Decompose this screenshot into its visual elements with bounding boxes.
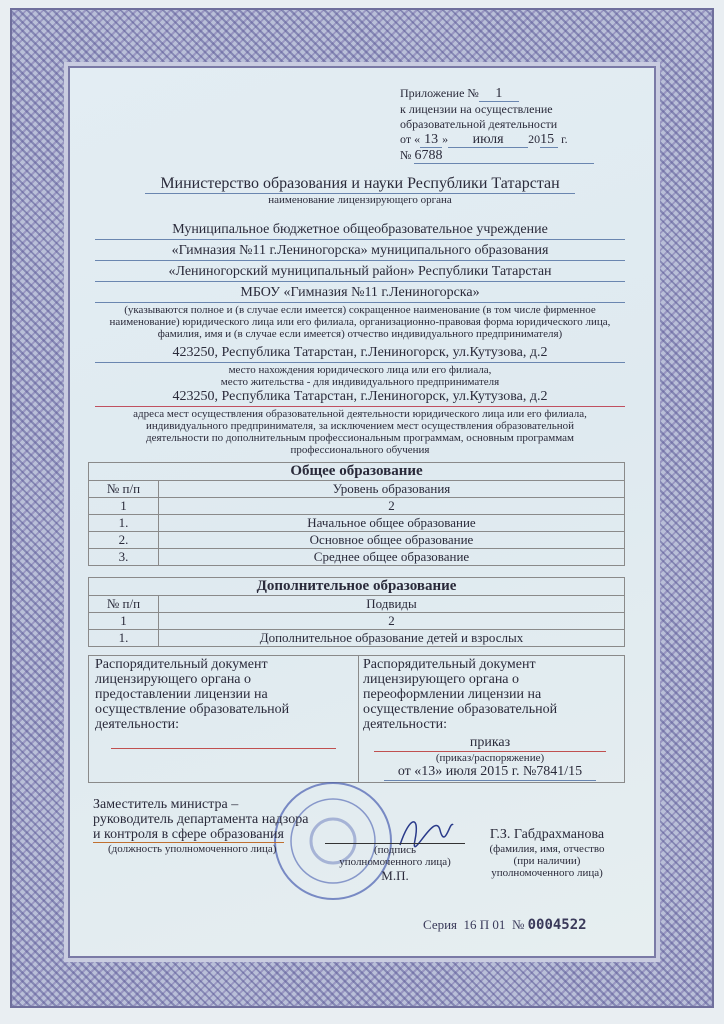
col-number: № п/п xyxy=(89,596,159,613)
row-number: 1. xyxy=(89,630,159,647)
org-line3: «Лениногорский муниципальный район» Республики Татарстан xyxy=(95,263,625,282)
general-education-table xyxy=(88,462,625,566)
series-label: Серия xyxy=(423,917,458,932)
additional-title: Дополнительное образование xyxy=(89,578,625,596)
date-close: » xyxy=(442,132,449,146)
col-subtypes: Подвиды xyxy=(159,596,625,613)
name-caption3: уполномоченного лица) xyxy=(491,867,603,879)
col-index: 2 xyxy=(159,498,625,515)
table-row xyxy=(89,515,625,532)
series-no-label: № xyxy=(511,917,525,932)
name-caption1: (фамилия, имя, отчество xyxy=(489,843,605,855)
row-number: 1. xyxy=(89,515,159,532)
position-caption: (должность уполномоченного лица) xyxy=(108,843,277,855)
row-value: Дополнительное образование детей и взрослых xyxy=(159,630,625,647)
col-level: Уровень образования xyxy=(159,481,625,498)
col-index: 1 xyxy=(89,498,159,515)
sign-caption1: (подпись xyxy=(373,844,416,856)
col-number: № п/п xyxy=(89,481,159,498)
license-number: 6788 xyxy=(414,148,594,164)
authority-name: Министерство образования и науки Республики Татарстан xyxy=(145,174,575,194)
col-index: 2 xyxy=(159,613,625,630)
appendix-month: июля xyxy=(448,132,528,148)
activity-address-value: 423250, Республика Татарстан, г.Лениногорск, ул.Кутузова, д.2 xyxy=(95,388,625,407)
date-prefix: от « xyxy=(400,132,421,146)
year-prefix: 20 xyxy=(528,132,541,146)
appendix-line1: к лицензии на осуществление xyxy=(400,102,553,116)
no-label: № xyxy=(400,148,412,162)
address-caption1: место нахождения юридического лица или его филиала, xyxy=(228,364,492,376)
series-block xyxy=(423,917,587,933)
name-caption2: (при наличии) xyxy=(513,855,581,867)
order-details: от «13» июля 2015 г. №7841/15 xyxy=(384,764,596,781)
activity-address-caption: адреса мест осуществления образовательной деятельности юридического лица или его филиала, индивидуального предпринимателя, за исключением мест осуществления образовательной деятельности по дополнительным профессиональным программам, основным программам профессионального обучения xyxy=(133,408,587,456)
row-value: Начальное общее образование xyxy=(159,515,625,532)
mp-label: М.П. xyxy=(381,868,409,883)
org-short-name: МБОУ «Гимназия №11 г.Лениногорска» xyxy=(95,284,625,303)
appendix-day: 13 xyxy=(420,132,442,148)
position-line3: и контроля в сфере образования xyxy=(93,827,284,842)
series-number: 0004522 xyxy=(527,917,587,933)
doc-right: Распорядительный документ лицензирующего органа о переоформлении лицензии на осуществление образовательной деятельности: xyxy=(363,657,558,732)
sign-caption2: уполномоченного лица) xyxy=(339,856,451,868)
doc-type-caption: (приказ/распоряжение) xyxy=(435,752,545,764)
additional-education-table xyxy=(88,577,625,647)
position-line1: Заместитель министра – xyxy=(93,797,239,812)
doc-type: приказ xyxy=(374,735,606,752)
row-number: 3. xyxy=(89,549,159,566)
row-number: 2. xyxy=(89,532,159,549)
appendix-year: 15 xyxy=(540,132,558,148)
org-line2: «Гимназия №11 г.Лениногорска» муниципального образования xyxy=(95,242,625,261)
docs-box xyxy=(88,655,625,783)
series-value: 16 П 01 xyxy=(463,917,506,932)
authority-caption: наименование лицензирующего органа xyxy=(268,194,452,206)
org-caption: (указываются полное и (в случае если имеется) сокращенное наименование (в том числе фирменное наименование) юридического лица или его филиала, организационно-правовая форма юридического лица, фамилия, имя и (в случае если имеется) отчество индивидуального предпринимателя) xyxy=(109,304,611,340)
row-value: Среднее общее образование xyxy=(159,549,625,566)
general-title: Общее образование xyxy=(89,463,625,481)
appendix-label: Приложение № xyxy=(400,86,479,100)
position-line2: руководитель департамента надзора xyxy=(93,812,309,827)
row-value: Основное общее образование xyxy=(159,532,625,549)
year-suffix: г. xyxy=(561,132,568,146)
appendix-line2: образовательной деятельности xyxy=(400,117,558,131)
table-row xyxy=(89,532,625,549)
col-index: 1 xyxy=(89,613,159,630)
appendix-number: 1 xyxy=(479,86,519,102)
table-row xyxy=(89,630,625,647)
signatory-name: Г.З. Габдрахманова xyxy=(489,827,605,842)
address-value: 423250, Республика Татарстан, г.Лениногорск, ул.Кутузова, д.2 xyxy=(95,344,625,363)
appendix-block xyxy=(400,86,615,164)
table-row xyxy=(89,549,625,566)
org-line1: Муниципальное бюджетное общеобразовательное учреждение xyxy=(95,221,625,240)
address-caption2: место жительства - для индивидуального предпринимателя xyxy=(220,376,500,388)
doc-left: Распорядительный документ лицензирующего органа о предоставлении лицензии на осуществление образовательной деятельности: xyxy=(95,657,290,732)
